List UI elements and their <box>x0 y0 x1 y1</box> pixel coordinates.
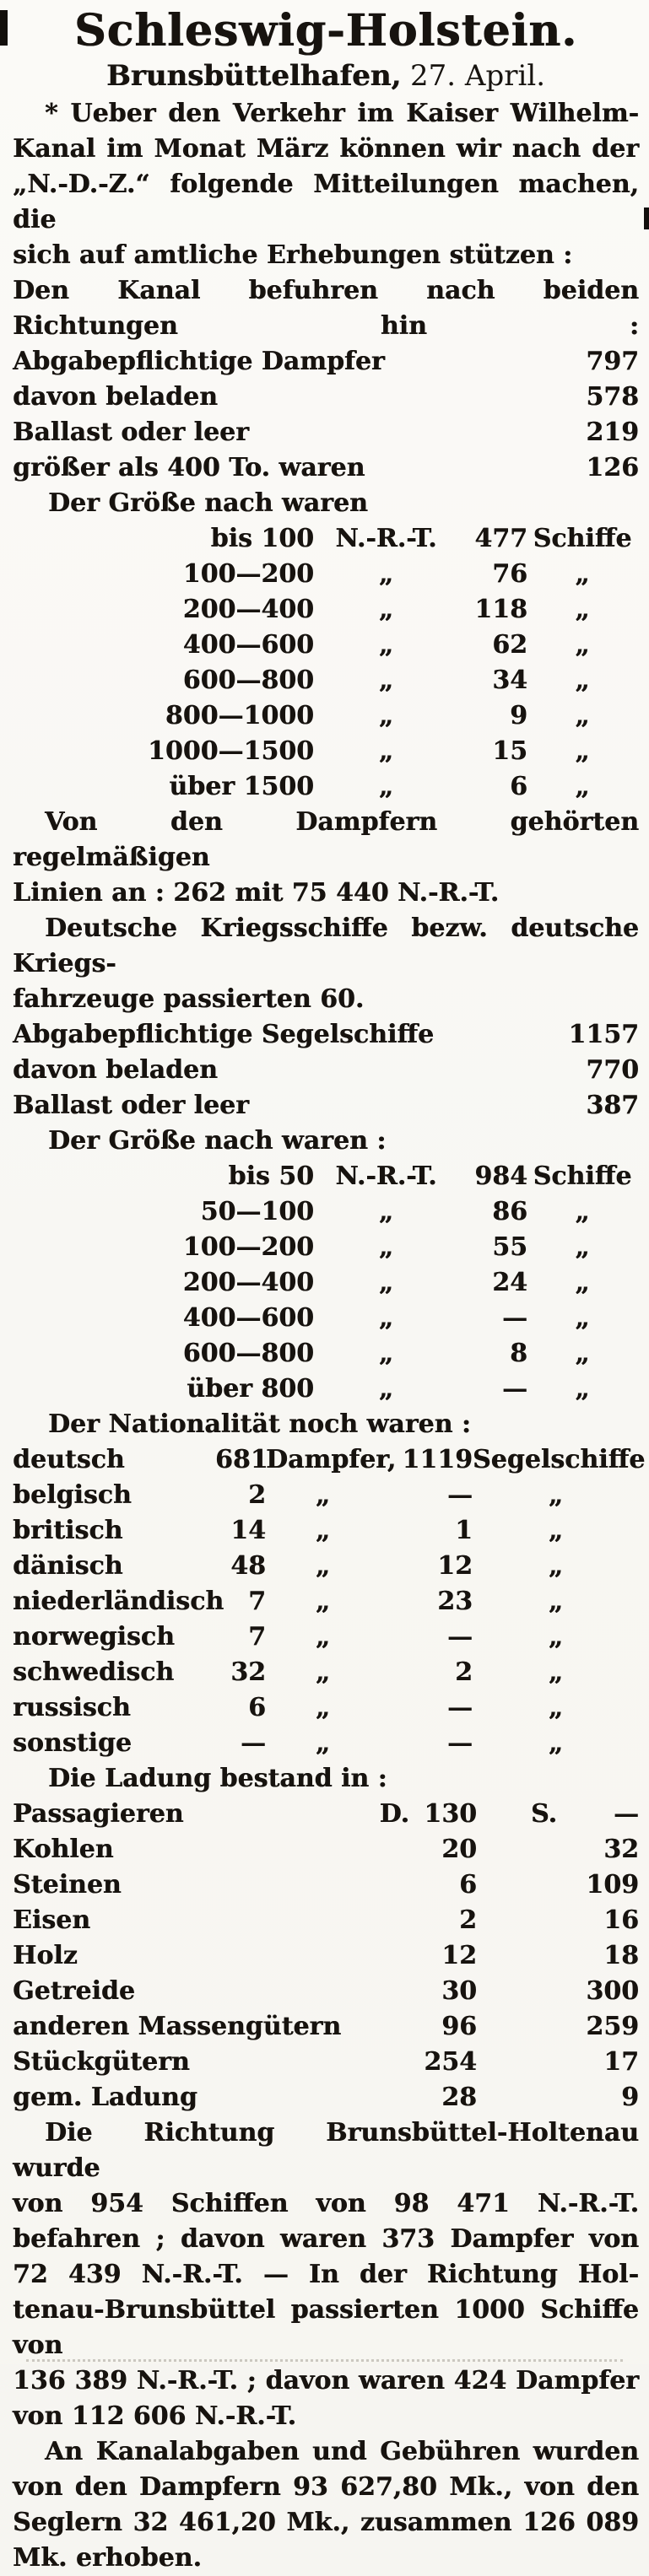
segler-cargo-value: 17 <box>603 2047 639 2077</box>
stat-row <box>13 1053 639 1088</box>
tonnage-unit: „ <box>378 1303 394 1333</box>
tonnage-unit: „ <box>378 772 394 801</box>
segler-unit: „ <box>548 1657 564 1687</box>
dampfer-count: 32 <box>230 1657 266 1687</box>
nationality-label: deutsch <box>13 1445 125 1474</box>
ship-count-unit: „ <box>575 630 590 660</box>
segler-count: 2 <box>455 1657 473 1687</box>
segler-count: 12 <box>437 1551 473 1581</box>
nationality-row <box>13 1513 639 1549</box>
dampfer-cargo-value: 254 <box>424 2047 477 2077</box>
segler-cargo-value: 300 <box>586 1976 639 2006</box>
size-range: bis 100 <box>210 524 314 553</box>
nationality-row <box>13 1442 646 1478</box>
ship-count-unit: „ <box>575 701 590 730</box>
cargo-label: Kohlen <box>13 1835 114 1864</box>
dateline-location: Brunsbüttelhafen, <box>105 59 402 93</box>
dampfer-unit: „ <box>315 1480 331 1510</box>
dampfer-column-prefix: D. <box>379 1799 409 1829</box>
tonnage-unit: „ <box>378 736 394 766</box>
segler-unit: „ <box>548 1587 564 1616</box>
dampfer-column-prefix <box>291 1903 409 1938</box>
segler-unit: „ <box>548 1551 564 1581</box>
size-row <box>13 698 639 734</box>
segler-count: 1119 <box>402 1445 473 1474</box>
segler-cargo-value: 16 <box>603 1905 639 1935</box>
cargo-row <box>13 1903 639 1938</box>
size-range: 600—800 <box>182 1339 314 1368</box>
nationality-heading: Der Nationalität noch waren : <box>48 1409 471 1439</box>
ink-blot-right-edge <box>644 207 649 229</box>
fees-paragraph <box>13 2434 639 2576</box>
cargo-row <box>13 1867 639 1903</box>
size-range: 400—600 <box>182 1303 314 1333</box>
stat-label: Ballast oder leer <box>13 418 249 447</box>
nationality-label: niederländisch <box>13 1587 224 1616</box>
dampfer-unit: Dampfer, <box>266 1445 397 1474</box>
ship-count: 8 <box>510 1339 527 1368</box>
nationality-row <box>13 1619 639 1655</box>
ship-count-unit: „ <box>575 1197 590 1226</box>
cargo-row <box>13 1797 639 1832</box>
size-range: 100—200 <box>182 1232 314 1262</box>
ship-count-unit: „ <box>575 559 590 589</box>
size-row <box>13 1230 639 1265</box>
stat-label: größer als 400 To. waren <box>13 453 365 482</box>
nationality-label: sonstige <box>13 1728 132 1758</box>
paragraph-line: Von den Dampfern gehörten regelmäßigen <box>13 807 639 872</box>
nationality-label: britisch <box>13 1516 123 1545</box>
cargo-label: anderen Massengütern <box>13 2012 342 2041</box>
tonnage-unit: „ <box>378 1374 394 1404</box>
dampfer-count: 7 <box>248 1587 266 1616</box>
nationality-row <box>13 1584 639 1619</box>
segler-count: — <box>447 1693 473 1722</box>
dateline <box>13 56 639 96</box>
stat-value: 770 <box>586 1055 639 1085</box>
dampfer-cargo-value: 6 <box>459 1870 477 1900</box>
stat-value: 578 <box>586 382 639 412</box>
ship-count: 76 <box>492 559 527 589</box>
bottom-separator-rule <box>26 2359 623 2362</box>
dampfer-cargo-value: 28 <box>441 2083 477 2112</box>
size-row <box>13 1372 639 1407</box>
segler-unit: „ <box>548 1693 564 1722</box>
dampfer-column-prefix <box>291 1867 409 1903</box>
ship-count-unit: „ <box>575 1339 590 1368</box>
nationality-row <box>13 1549 639 1584</box>
segler-unit: „ <box>548 1516 564 1545</box>
nationality-row <box>13 1690 639 1726</box>
nationality-label: russisch <box>13 1693 131 1722</box>
tonnage-unit: „ <box>378 1197 394 1226</box>
paragraph-line: Die Richtung Brunsbüttel-Holtenau wurde <box>13 2118 639 2183</box>
paragraph-line: An Kanalabgaben und Gebühren wurden <box>45 2437 639 2466</box>
cargo-row <box>13 1832 639 1867</box>
paragraph-line: „N.-D.-Z.“ folgende Mitteilungen machen, die <box>13 170 639 234</box>
dampfer-count: 6 <box>248 1693 266 1722</box>
nationality-row <box>13 1726 639 1761</box>
segler-count: — <box>447 1480 473 1510</box>
cargo-label: gem. Ladung <box>13 2083 197 2112</box>
dampfer-column-prefix <box>291 2080 409 2115</box>
dampfer-cargo-value: 12 <box>441 1941 477 1970</box>
warship-paragraph <box>13 911 639 1017</box>
tonnage-unit: „ <box>378 1339 394 1368</box>
cargo-table <box>13 1797 639 2115</box>
liner-paragraph <box>13 805 639 911</box>
dampfer-count: 2 <box>248 1480 266 1510</box>
cargo-heading: Die Ladung bestand in : <box>48 1764 387 1793</box>
size-range: 1000—1500 <box>148 736 314 766</box>
cargo-row <box>13 2045 639 2080</box>
cargo-label: Stückgütern <box>13 2047 190 2077</box>
dampfer-count: — <box>241 1728 266 1758</box>
ship-count: 34 <box>492 666 527 695</box>
dampfer-cargo-value: 96 <box>441 2012 477 2041</box>
stat-label: Abgabepflichtige Segelschiffe <box>13 1020 435 1049</box>
ship-count-unit: „ <box>575 1268 590 1297</box>
nationality-label: belgisch <box>13 1480 132 1510</box>
paragraph-line: 72 439 N.-R.-T. — In der Richtung Hol- <box>13 2260 639 2289</box>
ship-count-unit: „ <box>575 736 590 766</box>
tonnage-unit: „ <box>378 1268 394 1297</box>
size-range: über 800 <box>187 1374 314 1404</box>
paragraph-line: Seglern 32 461,20 Mk., zusammen 126 089 <box>13 2508 639 2537</box>
dampfer-column-prefix <box>291 1938 409 1974</box>
segler-unit: „ <box>548 1622 564 1652</box>
stat-label: davon beladen <box>13 1055 218 1085</box>
dampfer-column-prefix <box>291 1832 409 1867</box>
paragraph-line: fahrzeuge passierten 60. <box>13 984 365 1014</box>
segler-cargo-value: 18 <box>603 1941 639 1970</box>
paragraph-line: sich auf amtliche Erhebungen stützen : <box>13 240 573 270</box>
dampfer-unit: „ <box>315 1657 331 1687</box>
ship-count-unit: „ <box>575 1232 590 1262</box>
size-range: über 1500 <box>169 772 314 801</box>
nationality-label: schwedisch <box>13 1657 175 1687</box>
tonnage-unit: „ <box>378 559 394 589</box>
size-range: bis 50 <box>228 1161 314 1191</box>
dateline-date: 27. April. <box>401 59 546 93</box>
dampfer-cargo-value: 2 <box>459 1905 477 1935</box>
segler-column-prefix <box>477 1938 557 1974</box>
size-range: 200—400 <box>182 1268 314 1297</box>
segler-column-prefix <box>477 1832 557 1867</box>
size-row <box>13 557 639 592</box>
stat-value: 387 <box>586 1091 639 1120</box>
tonnage-unit: „ <box>378 595 394 624</box>
segler-count: 23 <box>437 1587 473 1616</box>
size-range: 50—100 <box>200 1197 314 1226</box>
size-range: 800—1000 <box>165 701 314 730</box>
dampfer-count: 681 <box>215 1445 268 1474</box>
stat-value: 797 <box>586 347 639 376</box>
segler-column-prefix <box>477 1974 557 2009</box>
ship-count-unit: „ <box>575 772 590 801</box>
dampfer-count: 7 <box>248 1622 266 1652</box>
cargo-row <box>13 2080 639 2115</box>
cargo-label: Steinen <box>13 1870 122 1900</box>
dampfer-cargo-value: 30 <box>441 1976 477 2006</box>
size-row <box>13 1301 639 1336</box>
ship-count: 6 <box>510 772 527 801</box>
size-row <box>13 592 639 628</box>
ship-count-unit: Schiffe <box>533 1161 632 1191</box>
segler-cargo-value: — <box>614 1799 639 1829</box>
segler-count: — <box>447 1622 473 1652</box>
segler-cargo-value: 9 <box>621 2083 639 2112</box>
paragraph-line: von 954 Schiffen von 98 471 N.-R.-T. <box>13 2189 639 2218</box>
ship-count: 62 <box>492 630 527 660</box>
size-row <box>13 521 639 557</box>
nationality-table <box>13 1442 646 1761</box>
size-row <box>13 1194 639 1230</box>
paragraph-line: von 112 606 N.-R.-T. <box>13 2401 296 2431</box>
paragraph-line: 136 389 N.-R.-T. ; davon waren 424 Dampfer <box>13 2366 639 2395</box>
segler-column-prefix <box>477 1903 557 1938</box>
paragraph-line: Kanal im Monat März können wir nach der <box>13 134 639 164</box>
dampfer-column-prefix <box>291 2045 409 2080</box>
dampfer-column-prefix <box>291 1974 409 2009</box>
size-row <box>13 663 639 698</box>
ship-count-unit: „ <box>575 595 590 624</box>
size-range: 100—200 <box>182 559 314 589</box>
stat-label: davon beladen <box>13 382 218 412</box>
stat-row <box>13 450 639 486</box>
tonnage-unit: „ <box>378 666 394 695</box>
intro-paragraph <box>13 96 639 273</box>
ship-count: 9 <box>510 701 527 730</box>
stat-row <box>13 344 639 380</box>
nationality-label: norwegisch <box>13 1622 175 1652</box>
stat-label: Abgabepflichtige Dampfer <box>13 347 385 376</box>
ship-count: 15 <box>492 736 527 766</box>
size-heading-2: Der Größe nach waren : <box>48 1126 387 1156</box>
cargo-label: Eisen <box>13 1905 91 1935</box>
stat-row <box>13 380 639 415</box>
cargo-row <box>13 2009 639 2045</box>
dampfer-unit: „ <box>315 1622 331 1652</box>
dampfer-column-prefix <box>291 2009 409 2045</box>
dampfer-unit: „ <box>315 1693 331 1722</box>
paragraph-line: Deutsche Kriegsschiffe bezw. deutsche Kriegs- <box>13 913 639 978</box>
size-range: 600—800 <box>182 666 314 695</box>
size-range: 400—600 <box>182 630 314 660</box>
article-title: Schleswig-Holstein. <box>73 5 578 57</box>
size-row <box>13 1336 639 1372</box>
segler-column-prefix <box>477 2080 557 2115</box>
cargo-row <box>13 1974 639 2009</box>
cargo-label: Holz <box>13 1941 78 1970</box>
stat-row <box>13 1017 639 1053</box>
dampfer-unit: „ <box>315 1516 331 1545</box>
dampfer-cargo-value: 20 <box>441 1835 477 1864</box>
size-table-1 <box>13 521 639 805</box>
cargo-label: Getreide <box>13 1976 135 2006</box>
dampfer-unit: „ <box>315 1587 331 1616</box>
size-row <box>13 1159 639 1194</box>
stat-row <box>13 415 639 450</box>
segler-column-prefix <box>477 1867 557 1903</box>
size-table-2 <box>13 1159 639 1407</box>
segler-column-prefix <box>477 2009 557 2045</box>
traffic-stats <box>13 344 639 486</box>
ink-blot-top-left <box>0 10 8 46</box>
tonnage-unit: „ <box>378 630 394 660</box>
tonnage-unit: „ <box>378 701 394 730</box>
dampfer-unit: „ <box>315 1551 331 1581</box>
size-row <box>13 1265 639 1301</box>
stat-value: 126 <box>586 453 639 482</box>
ship-count: 118 <box>474 595 527 624</box>
ship-count-unit: „ <box>575 1303 590 1333</box>
tonnage-unit: N.-R.-T. <box>335 1161 437 1191</box>
sail-stats <box>13 1017 639 1124</box>
segler-unit: Segelschiffe <box>473 1445 646 1474</box>
segler-unit: „ <box>548 1728 564 1758</box>
direction-paragraph <box>13 2115 639 2434</box>
segler-cargo-value: 259 <box>586 2012 639 2041</box>
dampfer-cargo-value: 130 <box>424 1799 477 1829</box>
ship-count: 24 <box>492 1268 527 1297</box>
segler-column-prefix <box>477 2045 557 2080</box>
nationality-label: dänisch <box>13 1551 123 1581</box>
cargo-row <box>13 1938 639 1974</box>
size-heading-1: Der Größe nach waren <box>48 488 368 518</box>
cargo-label: Passagieren <box>13 1799 184 1829</box>
stat-label: Ballast oder leer <box>13 1091 249 1120</box>
ship-count: 86 <box>492 1197 527 1226</box>
dampfer-count: 48 <box>230 1551 266 1581</box>
size-row <box>13 734 639 769</box>
paragraph-line: befahren ; davon waren 373 Dampfer von <box>13 2224 639 2254</box>
stat-value: 1157 <box>568 1020 639 1049</box>
segler-unit: „ <box>548 1480 564 1510</box>
nationality-row <box>13 1655 639 1690</box>
tonnage-unit: „ <box>378 1232 394 1262</box>
dampfer-count: 14 <box>230 1516 266 1545</box>
paragraph-line: von den Dampfern 93 627,80 Mk., von den <box>13 2472 639 2502</box>
tonnage-unit: N.-R.-T. <box>335 524 437 553</box>
ship-count: — <box>502 1303 527 1333</box>
ship-count: 984 <box>474 1161 527 1191</box>
segler-count: — <box>447 1728 473 1758</box>
dampfer-unit: „ <box>315 1728 331 1758</box>
nationality-row <box>13 1478 639 1513</box>
stat-row <box>13 1088 639 1124</box>
ship-count: 55 <box>492 1232 527 1262</box>
segler-count: 1 <box>455 1516 473 1545</box>
ship-count: — <box>502 1374 527 1404</box>
size-range: 200—400 <box>182 595 314 624</box>
size-row <box>13 769 639 805</box>
ship-count-unit: „ <box>575 1374 590 1404</box>
paragraph-line: tenau-Brunsbüttel passierten 1000 Schiffe von <box>13 2295 639 2360</box>
segler-column-prefix: S. <box>530 1799 557 1829</box>
segler-cargo-value: 109 <box>586 1870 639 1900</box>
stat-value: 219 <box>586 418 639 447</box>
size-row <box>13 628 639 663</box>
segler-cargo-value: 32 <box>603 1835 639 1864</box>
ship-count: 477 <box>474 524 527 553</box>
ship-count-unit: Schiffe <box>533 524 632 553</box>
paragraph-line: * Ueber den Verkehr im Kaiser Wilhelm- <box>45 99 639 128</box>
kanal-intro-line: Den Kanal befuhren nach beiden Richtungen hin : <box>13 276 639 341</box>
paragraph-line: Mk. erhoben. <box>13 2543 202 2573</box>
paragraph-line: Linien an : 262 mit 75 440 N.-R.-T. <box>13 878 500 908</box>
ship-count-unit: „ <box>575 666 590 695</box>
